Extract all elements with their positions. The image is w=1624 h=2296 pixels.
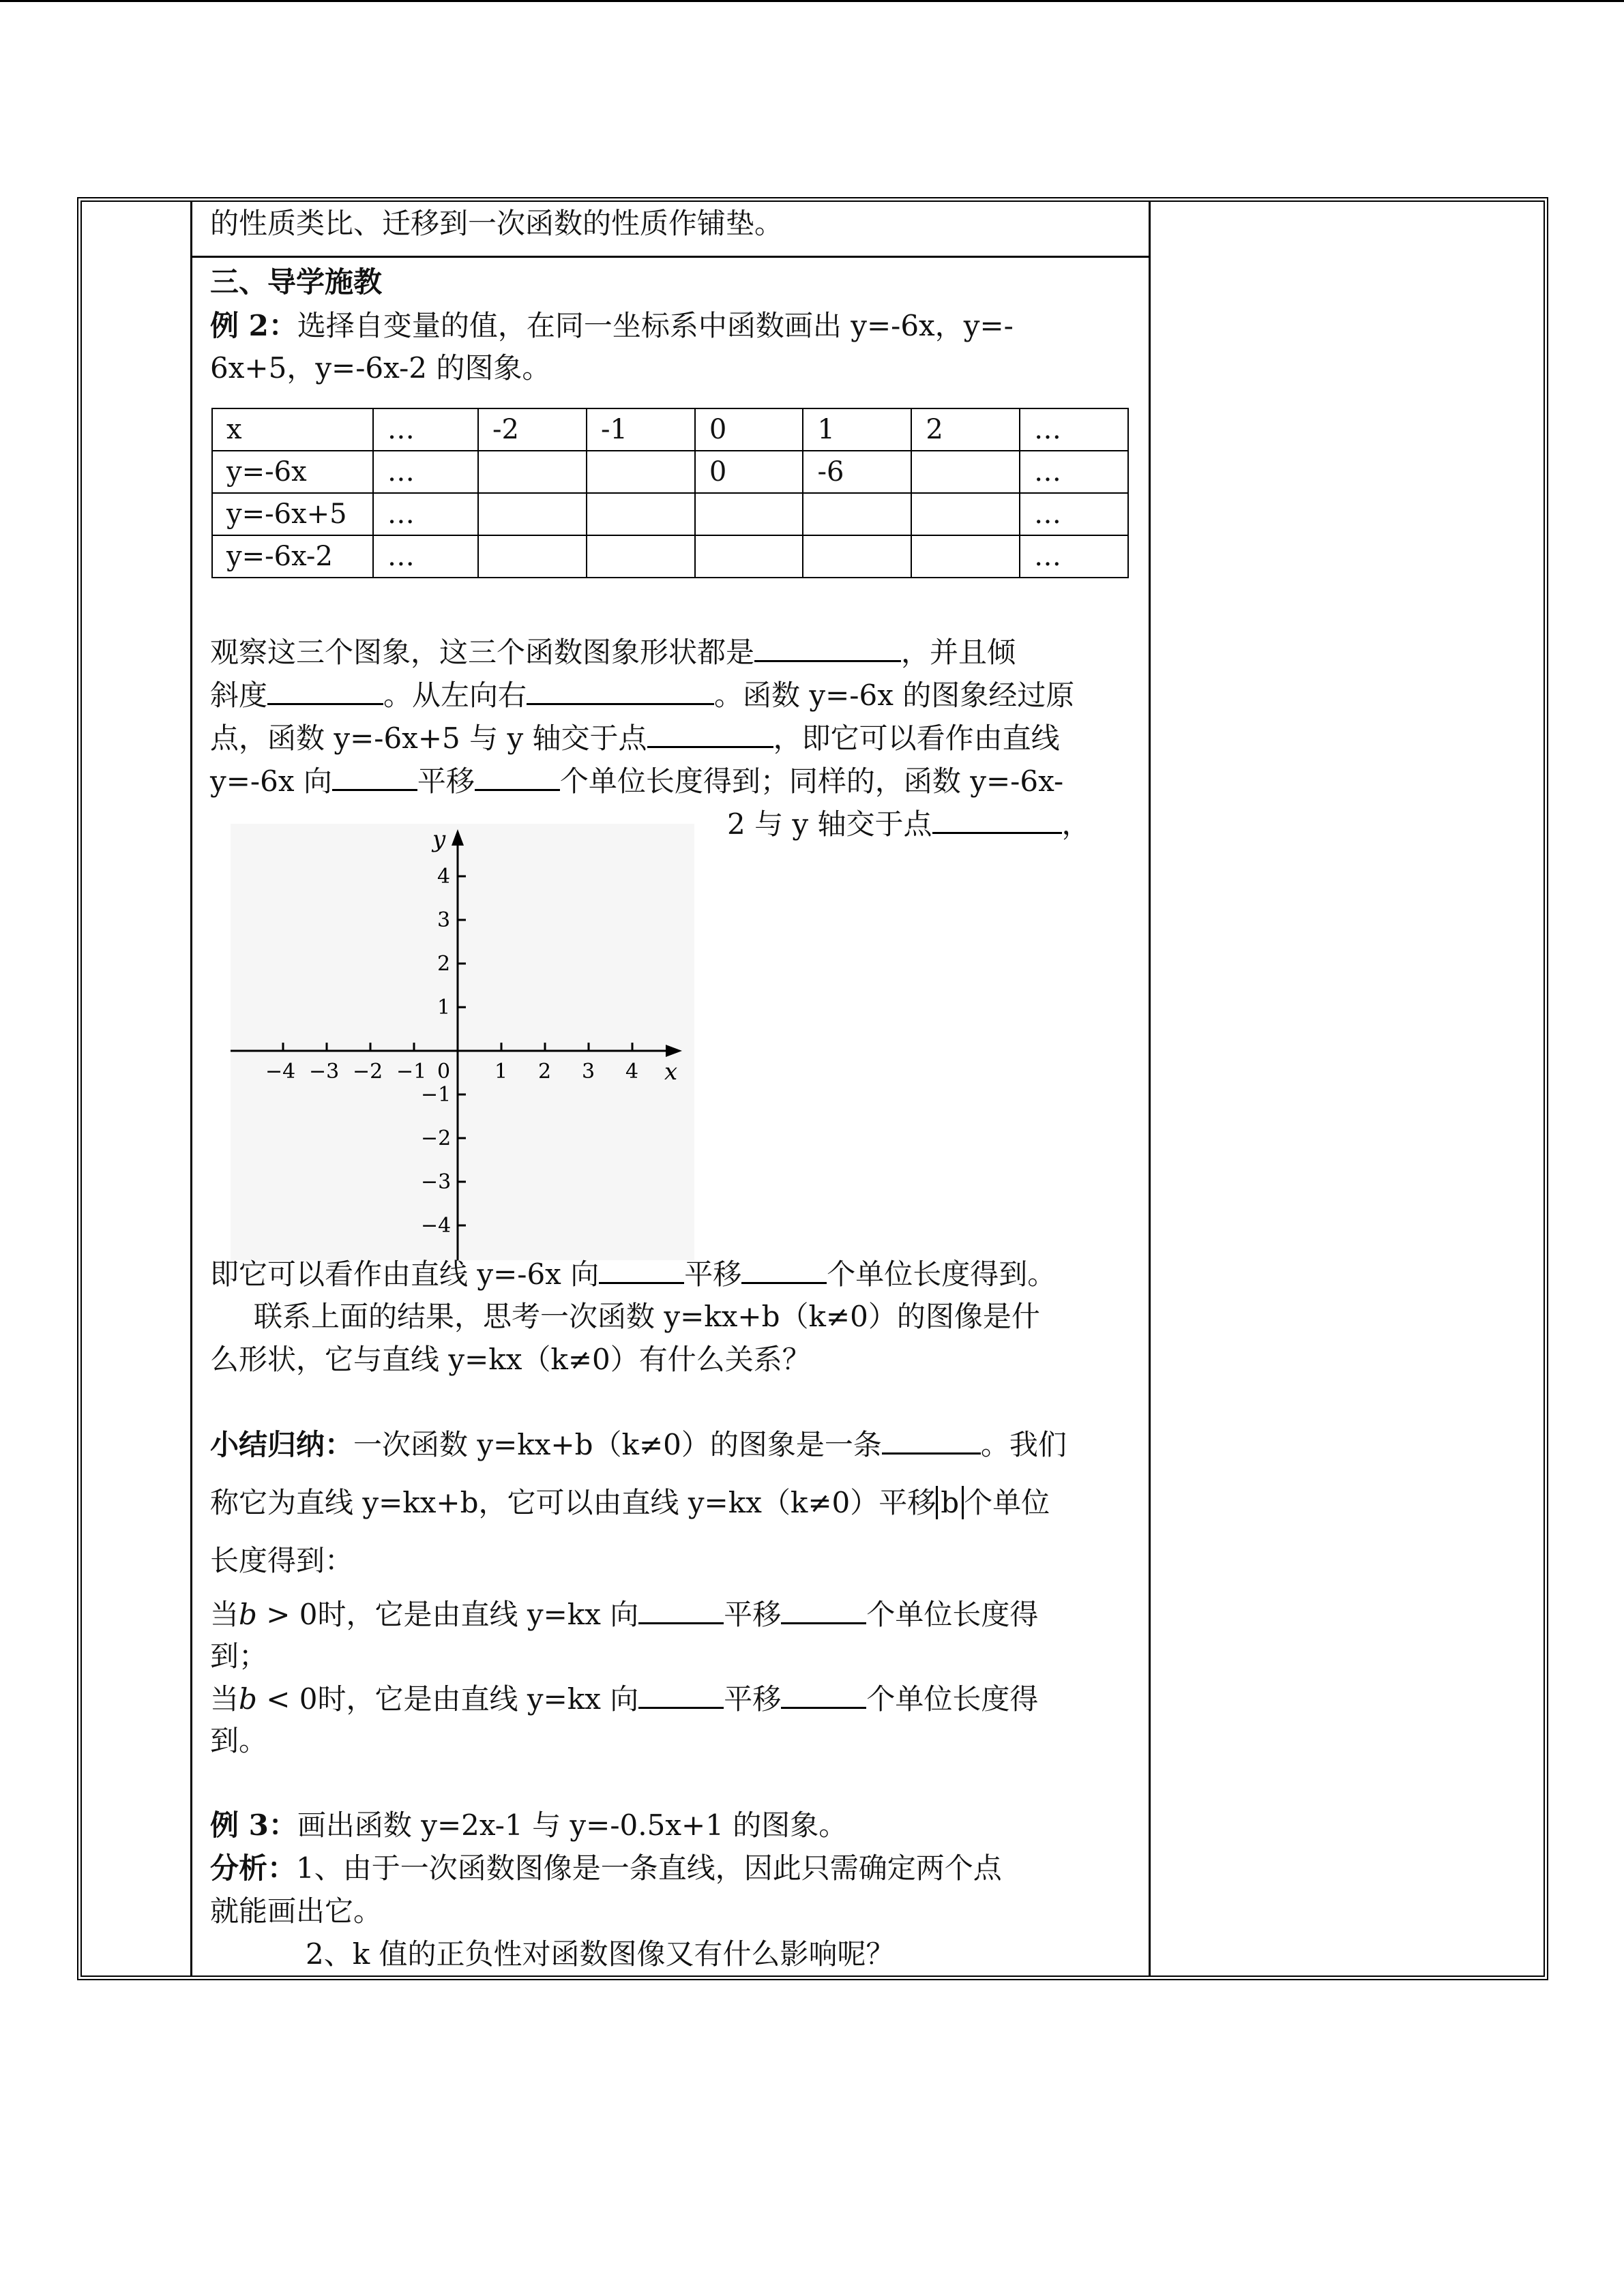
column-divider-left xyxy=(190,200,192,1976)
table-cell xyxy=(803,493,911,535)
x-tick-label: 1 xyxy=(494,1060,508,1084)
table-cell: … xyxy=(373,451,478,493)
y-tick-label: 3 xyxy=(437,908,451,932)
y-tick-label: 1 xyxy=(437,996,451,1019)
y-tick-label: −3 xyxy=(421,1170,452,1194)
table-cell: -1 xyxy=(587,408,695,451)
table-cell: … xyxy=(373,408,478,451)
previous-row-text: 的性质类比、迁移到一次函数的性质作铺垫。 xyxy=(210,207,784,240)
table-cell xyxy=(695,535,803,578)
case-b-negative: 当b < 0时，它是由直线 y=kx 向 平移 个单位长度得 xyxy=(210,1677,1038,1721)
table-row xyxy=(212,451,1128,493)
x-tick-label: 4 xyxy=(625,1060,639,1084)
y-tick-label: 4 xyxy=(437,865,451,889)
x-tick-label: −1 xyxy=(396,1060,427,1084)
summary-line3: 长度得到： xyxy=(210,1544,354,1577)
y-tick-label: −1 xyxy=(421,1083,452,1107)
table-cell: … xyxy=(373,535,478,578)
table-cell: 0 xyxy=(695,451,803,493)
example3-label: 例 3： xyxy=(210,1808,297,1842)
table-cell: y=-6x-2 xyxy=(212,535,373,578)
example2-line2: 6x+5，y=-6x-2 的图象。 xyxy=(210,351,551,385)
table-cell: … xyxy=(373,493,478,535)
table-cell xyxy=(803,535,911,578)
table-cell xyxy=(587,451,695,493)
table-cell xyxy=(478,451,587,493)
after-graph-line1: 即它可以看作由直线 y=-6x 向 平移 个单位长度得到。 xyxy=(210,1252,1056,1296)
x-tick-label: −2 xyxy=(353,1060,383,1084)
figure-background xyxy=(231,824,694,1260)
table-cell xyxy=(478,535,587,578)
value-table xyxy=(211,408,1129,578)
table-cell: y=-6x xyxy=(212,451,373,493)
table-cell xyxy=(587,535,695,578)
x-tick-label: 0 xyxy=(437,1060,451,1084)
table-cell: x xyxy=(212,408,373,451)
table-cell: 2 xyxy=(911,408,1020,451)
table-cell: … xyxy=(1020,408,1128,451)
example3: 例 3：画出函数 y=2x-1 与 y=-0.5x+1 的图象。 xyxy=(210,1808,848,1842)
x-tick-label: 2 xyxy=(538,1060,552,1084)
table-cell: … xyxy=(1020,451,1128,493)
summary-label: 小结归纳： xyxy=(210,1428,354,1461)
table-cell: y=-6x+5 xyxy=(212,493,373,535)
table-cell: … xyxy=(1020,493,1128,535)
case-b-negative-end: 到。 xyxy=(210,1724,268,1757)
table-cell xyxy=(478,493,587,535)
table-row xyxy=(212,408,1128,451)
analysis-line1: 分析：1、由于一次函数图像是一条直线，因此只需确定两个点 xyxy=(210,1851,1002,1885)
observe-line3: 点，函数 y=-6x+5 与 y 轴交于点 ，即它可以看作由直线 xyxy=(210,716,1060,760)
case-b-positive-end: 到； xyxy=(210,1639,268,1673)
table-cell: 0 xyxy=(695,408,803,451)
y-tick-label: 2 xyxy=(437,952,451,976)
y-tick-label: −2 xyxy=(421,1127,452,1150)
column-divider-right xyxy=(1149,200,1151,1976)
x-tick-label: −3 xyxy=(309,1060,340,1084)
x-tick-label: 3 xyxy=(582,1060,595,1084)
section-title: 三、导学施教 xyxy=(210,265,383,299)
after-graph-line2: 联系上面的结果，思考一次函数 y=kx+b（k≠0）的图像是什 xyxy=(254,1300,1040,1333)
table-cell xyxy=(695,493,803,535)
example2-line1: 例 2：选择自变量的值，在同一坐标系中函数画出 y=-6x，y=- xyxy=(210,309,1014,342)
table-cell xyxy=(911,493,1020,535)
y-axis-label: y xyxy=(432,826,446,853)
y-tick-label: −4 xyxy=(421,1214,452,1238)
table-cell xyxy=(911,535,1020,578)
table-cell: -2 xyxy=(478,408,587,451)
table-row xyxy=(212,535,1128,578)
top-border-line xyxy=(0,0,1624,2)
x-axis-label: x xyxy=(664,1058,678,1086)
table-row xyxy=(212,493,1128,535)
case-b-positive: 当b > 0时，它是由直线 y=kx 向 平移 个单位长度得 xyxy=(210,1592,1038,1637)
table-cell: 1 xyxy=(803,408,911,451)
summary-line2: 称它为直线 y=kx+b，它可以由直线 y=kx（k≠0）平移 b 个单位 xyxy=(210,1486,1050,1519)
analysis-line3: 2、k 值的正负性对函数图像又有什么影响呢？ xyxy=(306,1937,895,1971)
abs-b: b xyxy=(936,1486,964,1519)
analysis-line2: 就能画出它。 xyxy=(210,1894,383,1928)
row-divider xyxy=(192,256,1149,258)
observe-line5: 2 与 y 轴交于点 ， xyxy=(727,802,1091,846)
table-cell: … xyxy=(1020,535,1128,578)
after-graph-line3: 么形状，它与直线 y=kx（k≠0）有什么关系？ xyxy=(210,1343,811,1376)
analysis-label: 分析： xyxy=(210,1851,297,1885)
coordinate-axes-figure xyxy=(231,824,694,1260)
table-cell: -6 xyxy=(803,451,911,493)
example2-label: 例 2： xyxy=(210,309,297,342)
observe-line2: 斜度 。从左向右 。函数 y=-6x 的图象经过原 xyxy=(210,673,1074,717)
table-cell xyxy=(911,451,1020,493)
x-tick-label: −4 xyxy=(265,1060,296,1084)
observe-line1: 观察这三个图象，这三个函数图象形状都是 ，并且倾 xyxy=(210,630,1016,674)
summary-line1: 小结归纳：一次函数 y=kx+b（k≠0）的图象是一条 。我们 xyxy=(210,1422,1067,1467)
observe-line4: y=-6x 向 平移 个单位长度得到；同样的，函数 y=-6x- xyxy=(210,759,1063,803)
table-cell xyxy=(587,493,695,535)
